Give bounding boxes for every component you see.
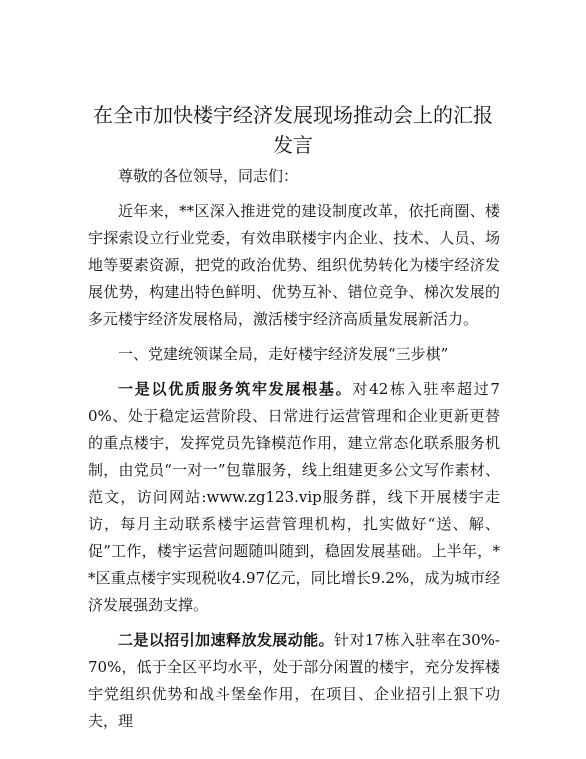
point-2-lead: 二是以招引加速释放发展动能。 xyxy=(118,631,335,649)
document-body xyxy=(88,163,500,735)
document-title xyxy=(80,100,506,160)
point-1-text: 对42栋入驻率超过70%、处于稳定运营阶段、日常进行运营管理和企业更新更替的重点楼宇，发挥党员先锋模范作用，建立常态化联系服务机制，由党员“一对一”包靠服务，线上组建更多公文写作素材、范文，访问网站:www.zg123.vip服务群，线下开展楼宇走访，每月主动联系楼宇运营管理机构，扎实做好“送、解、促”工作，楼宇运营问题随叫随到，稳固发展基础。上半年，**区重点楼宇实现税收4.97亿元，同比增长9.2%，成为城市经济发展强劲支撑。 xyxy=(88,380,500,614)
title-line-1: 在全市加快楼宇经济发展现场推动会上的汇报 xyxy=(93,103,493,127)
point-1-lead: 一是以优质服务筑牢发展根基。 xyxy=(118,380,353,398)
title-line-2: 发言 xyxy=(273,133,313,157)
section-heading-1: 一、党建统领谋全局，走好楼宇经济发展“三步棋” xyxy=(118,345,449,363)
salutation: 尊敬的各位领导，同志们： xyxy=(118,167,299,185)
point-2-paragraph xyxy=(88,627,500,735)
point-2-text: 针对17栋入驻率在30%-70%，低于全区平均水平，处于部分闲置的楼宇，充分发挥楼宇党组织优势和战斗堡垒作用，在项目、企业招引上狠下功夫，理 xyxy=(88,631,500,730)
point-1-paragraph xyxy=(88,376,500,619)
intro-paragraph: 近年来，**区深入推进党的建设制度改革，依托商圈、楼宇探索设立行业党委，有效串联楼宇内企业、技术、人员、场地等要素资源，把党的政治优势、组织优势转化为楼宇经济发展优势，构建出特色鲜明、优势互补、错位竞争、梯次发展的多元楼宇经济发展格局，激活楼宇经济高质量发展新活力。 xyxy=(88,202,500,328)
